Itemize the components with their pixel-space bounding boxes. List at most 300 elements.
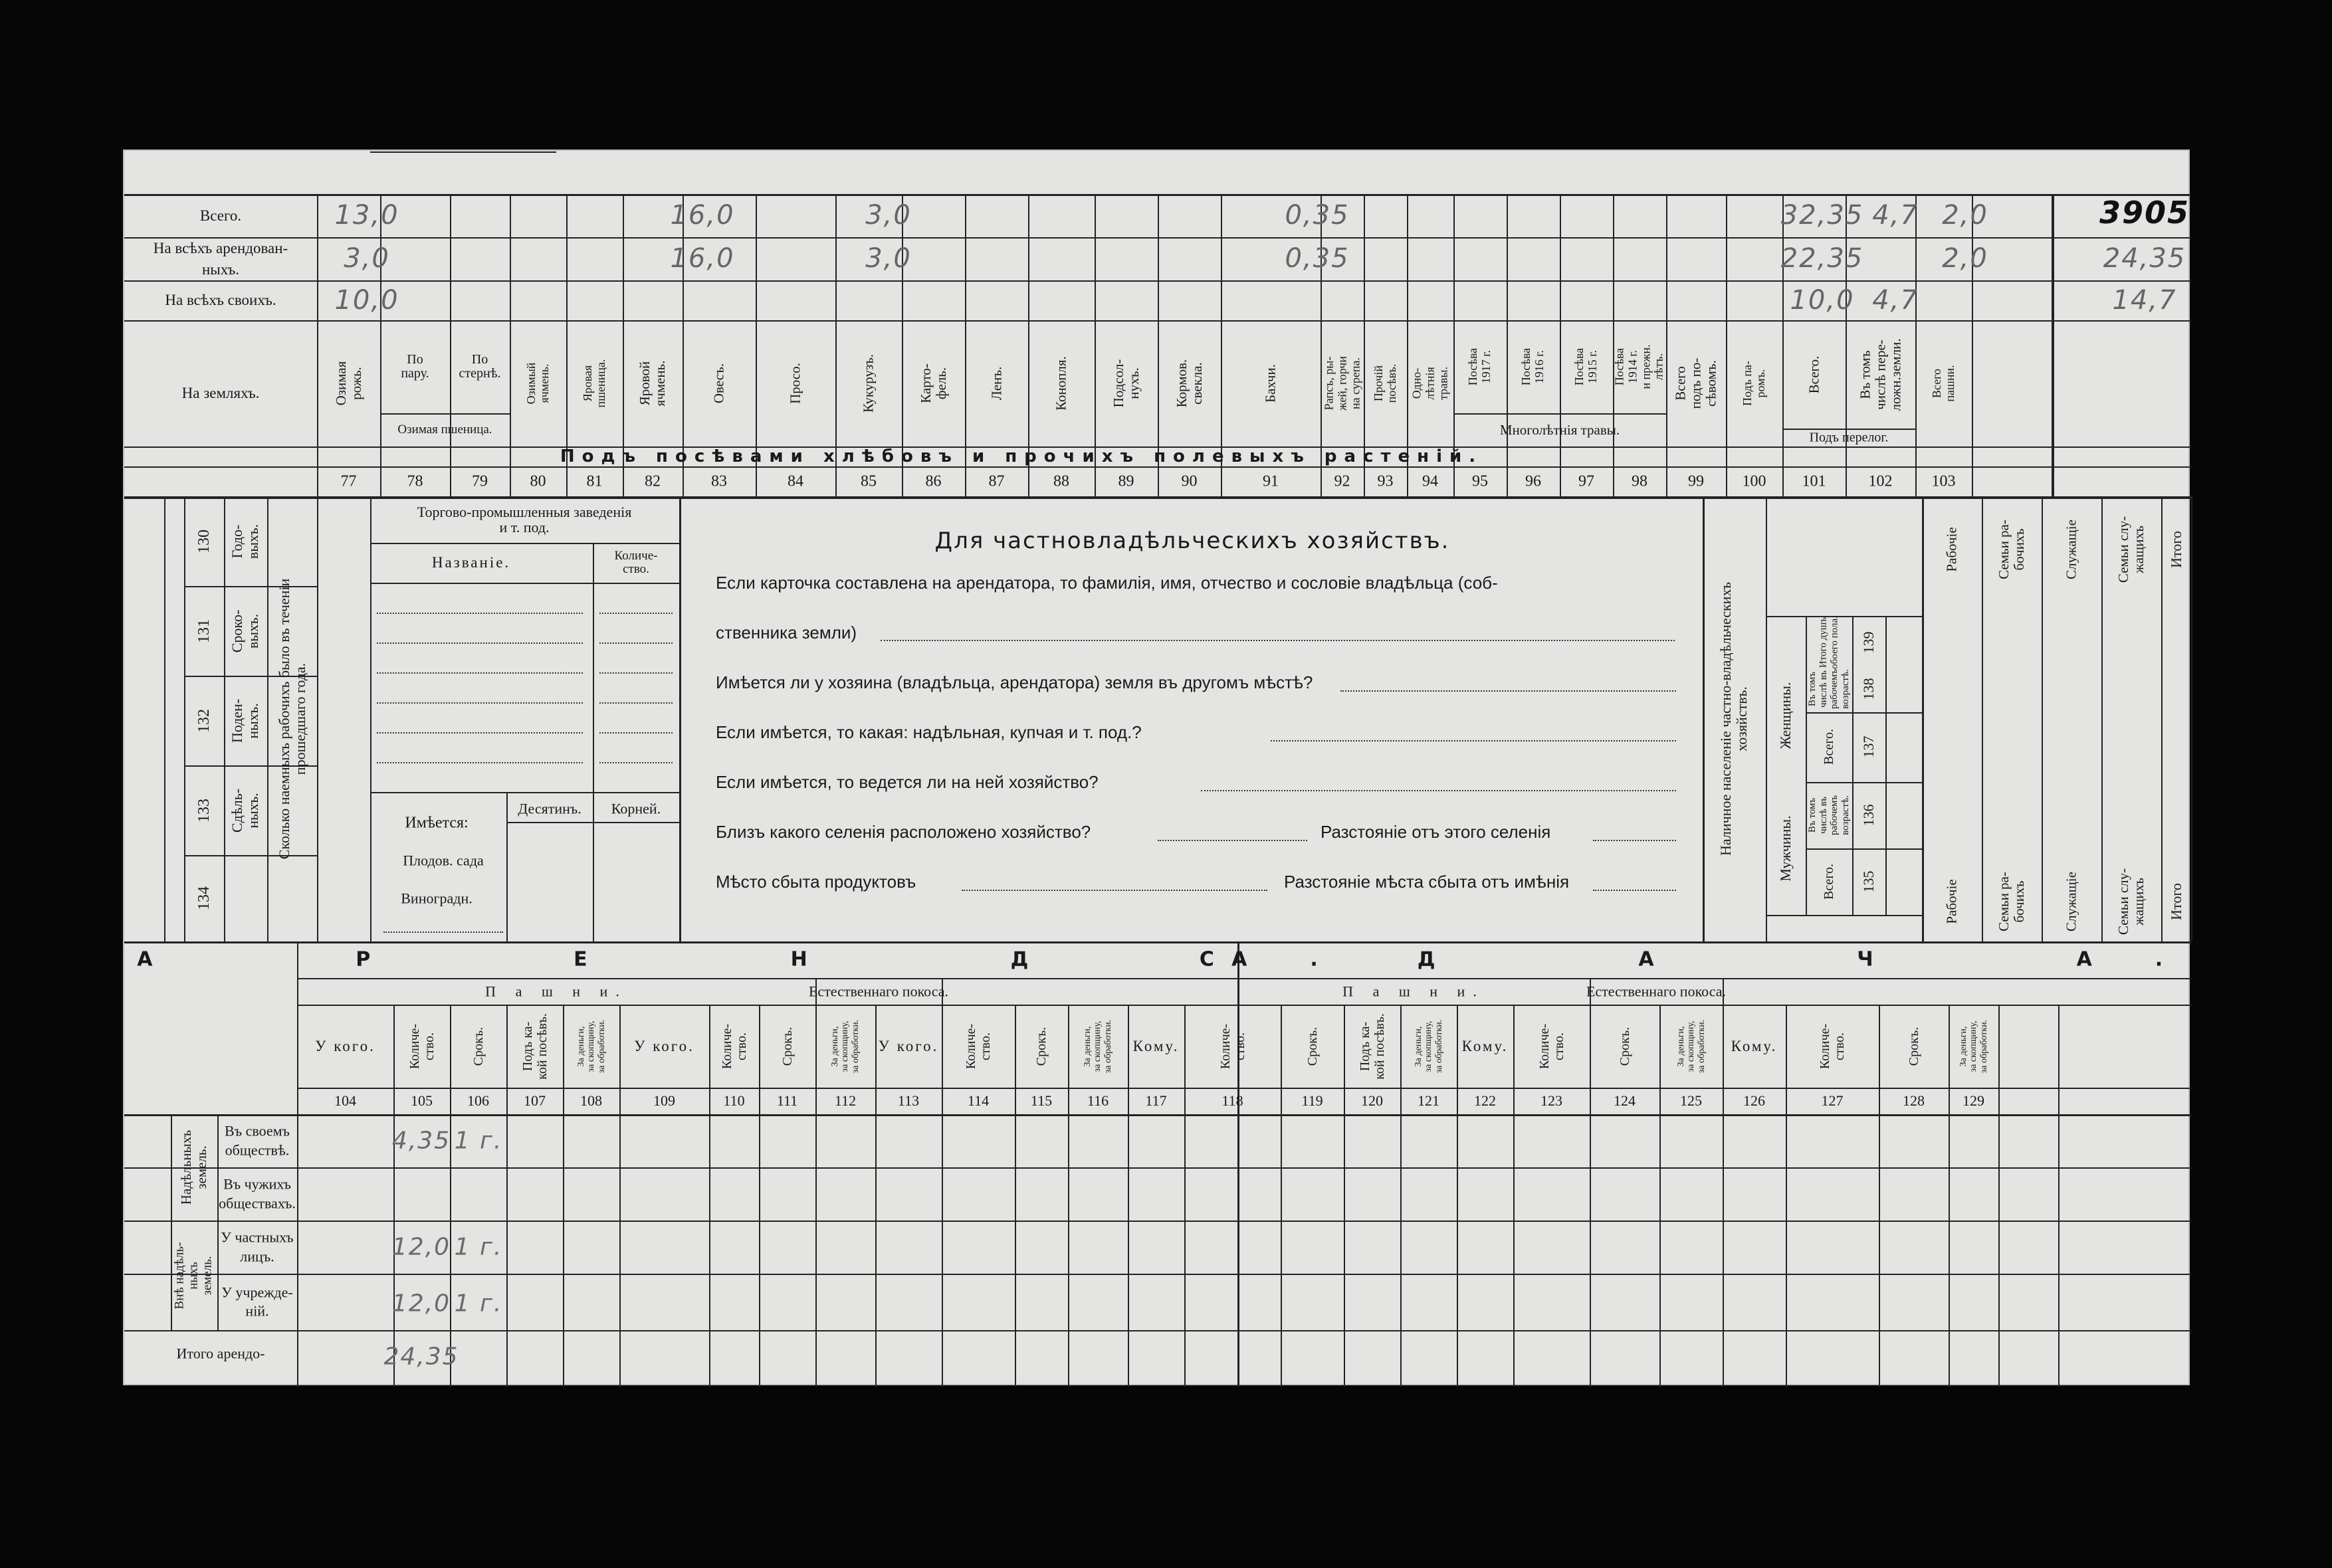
- rule: [1560, 194, 1561, 496]
- col-number: 85: [861, 472, 877, 490]
- rule: [1400, 1005, 1402, 1387]
- col-number: 98: [1632, 472, 1647, 490]
- right-col-label-bottom: Служащiе: [2063, 872, 2079, 931]
- col-number: 92: [1334, 472, 1350, 490]
- hire-col-number: 130: [195, 529, 213, 553]
- question-6b: Разстоянiе мѣста сбыта отъ имѣнiя: [1284, 872, 1570, 892]
- rule: [1885, 616, 1887, 915]
- col-number: 79: [472, 472, 488, 490]
- crop-header: Кормов. свекла.: [1173, 359, 1205, 408]
- rule: [224, 496, 225, 941]
- crop-header: Яровая пшеница.: [580, 359, 607, 408]
- rule: [619, 1005, 621, 1387]
- rule: [1068, 1005, 1069, 1387]
- handwritten-value: 4,35: [391, 1127, 451, 1155]
- handwritten-value: 3,0: [865, 200, 912, 231]
- pashni-header-2: П а ш н и.: [1342, 983, 1485, 1000]
- dotted-line: [377, 642, 583, 644]
- rule: [1237, 941, 1239, 1387]
- col-header: За деньги, за скопщину, за обработки.: [1082, 1019, 1113, 1073]
- col-number: 127: [1821, 1092, 1844, 1109]
- question-4: Если имѣется, то ведется ли на ней хозяйство?: [716, 772, 1099, 792]
- rule: [1852, 616, 1854, 915]
- pop-col-number: 137: [1859, 735, 1877, 758]
- private-farms-title: Для частновладѣльческихъ хозяйствъ.: [934, 528, 1450, 554]
- col-header: У кого.: [634, 1037, 694, 1054]
- col-number: 105: [411, 1092, 433, 1109]
- pop-col-label: Въ томъ числѣ въ рабочемъ возрастѣ.: [1807, 668, 1851, 710]
- crop-header: Одно- лѣтнiя травы.: [1410, 366, 1449, 401]
- korney-header: Корней.: [611, 800, 661, 817]
- crop-header: Всего подъ по- сѣвомъ.: [1672, 357, 1719, 409]
- right-col-label: Служащiе: [2063, 520, 2079, 579]
- question-6: Мѣсто сбыта продуктовъ: [716, 872, 916, 892]
- rule: [297, 978, 2191, 979]
- pop-col-number: 136: [1859, 804, 1877, 827]
- hire-col-label: Поден- ныхъ.: [228, 698, 261, 743]
- rule: [2191, 496, 2192, 941]
- col-number: 96: [1525, 472, 1541, 490]
- col-number: 95: [1472, 472, 1488, 490]
- rule: [1703, 496, 1705, 941]
- handwritten-value: 2,0: [1942, 200, 1988, 231]
- col-number: 128: [1903, 1092, 1925, 1109]
- col-number: 123: [1540, 1092, 1562, 1109]
- dotted-line: [881, 640, 1675, 641]
- rule: [506, 822, 679, 823]
- rule: [1782, 194, 1784, 496]
- crop-header: Бахчи.: [1262, 364, 1279, 403]
- col-header: За деньги, за скопщину, за обработки.: [1413, 1019, 1444, 1073]
- col-header: За деньги, за скопщину, за обработки.: [1675, 1019, 1707, 1073]
- row-label: У частныхъ лицъ.: [221, 1228, 294, 1264]
- pop-col-label: Итого душъ обоего пола.: [1818, 616, 1840, 669]
- col-header: Кому.: [1461, 1037, 1509, 1054]
- rule: [1786, 1005, 1787, 1387]
- col-number: 97: [1578, 472, 1594, 490]
- crop-header: Ленъ.: [988, 366, 1004, 401]
- crop-header: Посѣва 1915 г.: [1572, 347, 1599, 386]
- handwritten-value: 1 г.: [454, 1233, 503, 1261]
- rule: [297, 1005, 2191, 1006]
- rule: [759, 1005, 760, 1387]
- rule: [1766, 616, 1922, 617]
- rule: [1513, 1005, 1515, 1387]
- crop-header: Въ томъ числѣ пере- ложн.земли.: [1856, 338, 1904, 411]
- rule: [1982, 496, 1983, 941]
- rule: [1806, 782, 1922, 783]
- col-number: 87: [988, 472, 1005, 490]
- col-header: Срокъ.: [1034, 1027, 1049, 1066]
- col-number: 111: [776, 1092, 798, 1109]
- crop-header: Просо.: [787, 363, 803, 404]
- rule: [709, 1005, 710, 1387]
- col-number: 116: [1087, 1092, 1109, 1109]
- head-label: На земляхъ.: [181, 384, 260, 401]
- right-col-label-bottom: Семьи слу- жащихъ: [2115, 868, 2147, 935]
- crop-header: Кукурузъ.: [860, 353, 877, 413]
- col-header: За деньги, за скопщину, за обработки.: [576, 1019, 607, 1073]
- rule: [124, 941, 2191, 943]
- rule: [506, 792, 508, 941]
- col-number: 89: [1118, 472, 1134, 490]
- row-label: Всего.: [199, 207, 242, 224]
- row-label: У учрежде- нiй.: [221, 1283, 293, 1320]
- dotted-line: [599, 762, 673, 763]
- rule: [370, 583, 679, 584]
- col-number: 124: [1614, 1092, 1636, 1109]
- col-header: Срокъ.: [471, 1027, 486, 1066]
- handwritten-value: 4,7: [1872, 285, 1919, 316]
- col-number: 108: [580, 1092, 602, 1109]
- dotted-line: [599, 732, 673, 734]
- pokos-header-1: Естественнаго покоса.: [808, 983, 949, 1000]
- col-header: У кого.: [878, 1037, 939, 1054]
- rule: [317, 194, 318, 496]
- rule: [124, 1330, 2191, 1331]
- handwritten-value: 22,35: [1780, 243, 1864, 274]
- banner: Подъ посѣвами хлѣбовъ и прочихъ полевыхъ растенiй.: [560, 446, 1483, 466]
- vineyard-label: Виноградн.: [401, 890, 473, 907]
- row-label: Въ чужихъ обществахъ.: [219, 1175, 296, 1211]
- handwritten-value: 0,35: [1285, 200, 1350, 231]
- rule: [1281, 1005, 1282, 1387]
- dotted-line: [599, 642, 673, 644]
- crop-header: Посѣва 1916 г.: [1519, 347, 1546, 386]
- col-number: 77: [340, 472, 357, 490]
- col-header: Количе- ство.: [719, 1023, 749, 1069]
- col-number: 102: [1868, 472, 1893, 490]
- rule: [1015, 1005, 1016, 1387]
- crop-header: По стернѣ.: [459, 352, 501, 381]
- right-col-label: Семьи ра- бочихъ: [1995, 520, 2027, 579]
- group-travy: Многолѣтнiя травы.: [1499, 421, 1620, 438]
- handwritten-value: 12,0: [391, 1290, 451, 1318]
- crop-header: Посѣва 1914 г. и прежн. лѣтъ.: [1612, 344, 1665, 389]
- dotted-line: [377, 672, 583, 674]
- rule: [124, 1274, 2191, 1275]
- handwritten-value: 24,35: [383, 1343, 459, 1371]
- handwritten-value: 12,0: [391, 1233, 451, 1261]
- col-number: 117: [1145, 1092, 1167, 1109]
- handwritten-value: 16,0: [670, 200, 735, 231]
- col-header: Количе- ство.: [1537, 1023, 1566, 1069]
- rule: [1344, 1005, 1345, 1387]
- rule: [679, 496, 681, 941]
- pop-col-label: Въ томъ числѣ въ рабочемъ возрастѣ.: [1807, 795, 1851, 836]
- col-number: 115: [1030, 1092, 1053, 1109]
- col-number: 81: [586, 472, 603, 490]
- question-5b: Разстоянiе отъ этого селенiя: [1321, 822, 1551, 842]
- col-header: Подъ ка- кой посѣвъ.: [520, 1013, 550, 1080]
- handwritten-value: 3905: [2099, 195, 2190, 231]
- rule: [1723, 978, 1724, 1387]
- crop-header: Подъ па- ромъ.: [1740, 360, 1767, 407]
- handwritten-value: 14,7: [2112, 285, 2177, 316]
- col-number: 80: [530, 472, 546, 490]
- rule: [267, 496, 268, 941]
- group-ozimaya: Озимая пшеница.: [397, 423, 492, 437]
- rule: [1453, 413, 1666, 415]
- rule: [164, 496, 165, 941]
- rule: [1128, 1005, 1129, 1387]
- rule: [1806, 848, 1922, 850]
- dotted-line: [377, 702, 583, 704]
- dotted-line: [962, 890, 1267, 891]
- rule: [942, 978, 943, 1387]
- rule: [510, 194, 511, 496]
- rule: [2052, 194, 2054, 496]
- dotted-line: [1201, 790, 1676, 791]
- hire-col-label: Годо- выхъ.: [228, 524, 261, 559]
- rule: [297, 1088, 2191, 1089]
- col-number: 104: [334, 1092, 356, 1109]
- col-number: 129: [1962, 1092, 1984, 1109]
- rule: [1972, 194, 1973, 496]
- col-number: 113: [897, 1092, 920, 1109]
- dotted-line: [599, 672, 673, 674]
- row-label: На всѣхъ арендован- ныхъ.: [153, 239, 288, 278]
- rule: [124, 1167, 2191, 1169]
- question-1: Если карточка составлена на арендатора, то фамилiя, имя, отчество и сословiе владѣльца (соб-: [716, 573, 1498, 593]
- col-header: Количе- ство.: [407, 1023, 437, 1069]
- col-number: 121: [1418, 1092, 1439, 1109]
- crop-header: Рапсъ, ры- жей, горчи на сурепа.: [1321, 356, 1362, 411]
- handwritten-value: 10,0: [334, 285, 399, 316]
- rule: [393, 1005, 395, 1387]
- rule: [1998, 1005, 2000, 1387]
- col-number: 90: [1181, 472, 1198, 490]
- trade-name-header: Названiе.: [431, 553, 511, 571]
- rule: [370, 151, 556, 153]
- col-number: 78: [407, 472, 423, 490]
- pokos-header-2: Естественнаго покоса.: [1586, 983, 1727, 1000]
- rule: [1879, 1005, 1880, 1387]
- crop-header: Всего.: [1805, 355, 1822, 393]
- rule: [593, 543, 594, 941]
- rule: [370, 792, 679, 793]
- rule: [1915, 194, 1917, 496]
- row-label: Въ своемъ обществѣ.: [225, 1122, 290, 1158]
- dotted-line: [1593, 890, 1676, 891]
- vne-nadel-group-label: Внѣ надѣль- ныхъ земель.: [172, 1242, 215, 1309]
- rule: [2161, 496, 2163, 941]
- col-number: 118: [1221, 1092, 1243, 1109]
- col-number: 86: [925, 472, 942, 490]
- rule: [2058, 1005, 2060, 1387]
- col-number: 84: [788, 472, 803, 490]
- right-col-label: Рабочiе: [1943, 527, 1960, 572]
- rule: [815, 978, 817, 1387]
- rule: [1922, 496, 1923, 941]
- rule: [171, 1221, 217, 1222]
- col-number: 101: [1802, 472, 1826, 490]
- crop-header: Яровой ячмень.: [636, 360, 668, 407]
- rule: [1846, 194, 1847, 496]
- rule: [317, 496, 318, 941]
- handwritten-value: 1 г.: [454, 1290, 503, 1318]
- col-number: 122: [1474, 1092, 1496, 1109]
- col-number: 83: [711, 472, 727, 490]
- crop-header: По пару.: [401, 352, 429, 381]
- crop-header: Озимый ячмень.: [524, 362, 551, 405]
- rule: [1806, 616, 1807, 915]
- crop-header: Озимая рожь.: [332, 361, 364, 406]
- nadel-group-label: Надѣльныхъ земель.: [177, 1129, 209, 1205]
- rule: [124, 496, 2191, 499]
- handwritten-value: 32,35: [1780, 200, 1864, 231]
- rule: [1666, 194, 1667, 496]
- rule: [563, 1005, 564, 1387]
- pashni-header-1: П а ш н и.: [485, 983, 627, 1000]
- hire-col-number: 131: [195, 619, 213, 643]
- question-3: Если имѣется, то какая: надѣльная, купчая и т. под.?: [716, 722, 1142, 742]
- census-card: [123, 149, 2226, 1385]
- rule: [1507, 194, 1508, 496]
- hire-col-number: 132: [195, 708, 213, 733]
- col-number: 94: [1422, 472, 1438, 490]
- right-col-label-bottom: Рабочiе: [1943, 879, 1960, 924]
- rule: [380, 413, 510, 415]
- pop-col-label: Всего.: [1822, 728, 1836, 765]
- dotted-line: [1340, 690, 1676, 692]
- col-number: 100: [1742, 472, 1766, 490]
- handwritten-value: 16,0: [670, 243, 735, 274]
- trade-title: Торгово-промышленныя заведенiя и т. под.: [417, 503, 632, 536]
- col-header: Срокъ.: [1906, 1027, 1921, 1066]
- rule: [184, 496, 185, 941]
- rule: [370, 496, 371, 941]
- dotted-line: [1271, 740, 1676, 741]
- dotted-line: [383, 931, 503, 933]
- crop-header: Всего пашни.: [1929, 365, 1957, 402]
- rule: [1726, 194, 1727, 496]
- col-header: Срокъ.: [1305, 1027, 1320, 1066]
- col-number: 112: [834, 1092, 857, 1109]
- handwritten-value: 3,0: [865, 243, 912, 274]
- desyatin-header: Десятинъ.: [518, 800, 582, 817]
- question-5: Близъ какого селенiя расположено хозяйство?: [716, 822, 1091, 842]
- col-number: 93: [1377, 472, 1394, 490]
- col-number: 110: [723, 1092, 745, 1109]
- crop-header: Подсол- нухъ.: [1110, 359, 1142, 408]
- group-perelog: Подъ перелог.: [1809, 430, 1889, 445]
- col-header: Количе- ство.: [1818, 1023, 1847, 1069]
- right-col-label: Семьи слу- жащихъ: [2115, 516, 2147, 583]
- col-number: 125: [1680, 1092, 1702, 1109]
- dotted-line: [377, 762, 583, 763]
- col-header: Кому.: [1132, 1037, 1180, 1054]
- hire-col-label: Сроко- выхъ.: [228, 609, 261, 652]
- pop-col-number: 139: [1859, 631, 1877, 654]
- rule: [1457, 1005, 1458, 1387]
- dotted-line: [1158, 840, 1307, 841]
- handwritten-value: 0,35: [1285, 243, 1350, 274]
- handwritten-value: 24,35: [2103, 243, 2186, 274]
- col-number: 106: [467, 1092, 489, 1109]
- col-header: Срокъ.: [780, 1027, 795, 1066]
- pop-col-label: Всего.: [1822, 863, 1836, 900]
- crop-header: Посѣва 1917 г.: [1466, 347, 1493, 386]
- dotted-line: [377, 613, 583, 614]
- rule: [370, 543, 679, 544]
- rule: [124, 1114, 2191, 1116]
- handwritten-value: 13,0: [334, 200, 399, 231]
- rule: [1184, 1005, 1186, 1387]
- rule: [1766, 496, 1767, 941]
- question-1b: ственника земли): [716, 623, 857, 642]
- crop-header: Овесъ.: [710, 363, 727, 404]
- col-number: 120: [1361, 1092, 1383, 1109]
- crop-header: Конопля.: [1053, 356, 1069, 411]
- col-header: Количе- ство.: [964, 1023, 993, 1069]
- rule: [1659, 1005, 1661, 1387]
- rule: [2042, 496, 2043, 941]
- row-label: На всѣхъ своихъ.: [165, 291, 276, 308]
- col-header: За деньги, за скопщину, за обработки.: [829, 1019, 861, 1073]
- rule: [124, 1221, 2191, 1222]
- dotted-line: [599, 613, 673, 614]
- right-col-label: Итого: [2167, 531, 2184, 568]
- rule: [2101, 496, 2103, 941]
- women-label: Женщины.: [1776, 682, 1794, 749]
- col-header: Срокъ.: [1617, 1027, 1632, 1066]
- rule: [1806, 712, 1922, 714]
- rule: [450, 194, 451, 496]
- orchard-label: Плодов. сада: [403, 852, 484, 869]
- rule: [875, 1005, 877, 1387]
- col-header: Подъ ка- кой посѣвъ.: [1357, 1013, 1387, 1080]
- rule: [1590, 978, 1591, 1387]
- handwritten-value: 4,7: [1872, 200, 1919, 231]
- rule: [450, 1005, 451, 1387]
- handwritten-value: 10,0: [1790, 285, 1855, 316]
- itogo-label: Итого арендо-: [176, 1345, 265, 1362]
- rule: [297, 1005, 298, 1387]
- crop-header: Прочiй посѣвъ.: [1371, 363, 1398, 403]
- col-number: 114: [967, 1092, 990, 1109]
- dotted-line: [1593, 840, 1676, 841]
- trade-count-header: Количе- ство.: [614, 549, 658, 576]
- right-col-label-bottom: Итого: [2167, 883, 2184, 920]
- handwritten-value: 2,0: [1942, 243, 1988, 274]
- hire-col-label: Сдѣль- ныхъ.: [228, 788, 261, 833]
- men-label: Мужчины.: [1776, 815, 1794, 882]
- hired-workers-title: Сколько наемныхъ рабочихъ было въ теченiи прошедшаго года.: [275, 578, 308, 860]
- pop-col-number: 135: [1859, 870, 1877, 893]
- col-number: 99: [1688, 472, 1704, 490]
- rule: [506, 1005, 508, 1387]
- col-header: Количе- ство.: [1218, 1023, 1247, 1069]
- col-header: Кому.: [1731, 1037, 1778, 1054]
- rule: [380, 194, 381, 496]
- hire-col-number: 134: [195, 886, 213, 910]
- sdacha-banner: С Д А Ч А.: [1199, 947, 2226, 971]
- rule: [1766, 915, 1922, 916]
- col-number: 82: [645, 472, 661, 490]
- col-number: 91: [1263, 472, 1279, 490]
- col-number: 103: [1931, 472, 1956, 490]
- imeetsya-label: Имѣется:: [405, 814, 469, 832]
- right-col-label-bottom: Семьи ра- бочихъ: [1995, 872, 2027, 931]
- col-number: 119: [1301, 1092, 1323, 1109]
- col-header: За деньги, за скопщину, за обработки.: [1958, 1019, 1989, 1073]
- hire-col-number: 133: [195, 798, 213, 823]
- dotted-line: [377, 732, 583, 734]
- rule: [1949, 1005, 1950, 1387]
- question-2: Имѣется ли у хозяина (владѣльца, арендатора) земля въ другомъ мѣстѣ?: [716, 672, 1313, 692]
- dotted-line: [599, 702, 673, 704]
